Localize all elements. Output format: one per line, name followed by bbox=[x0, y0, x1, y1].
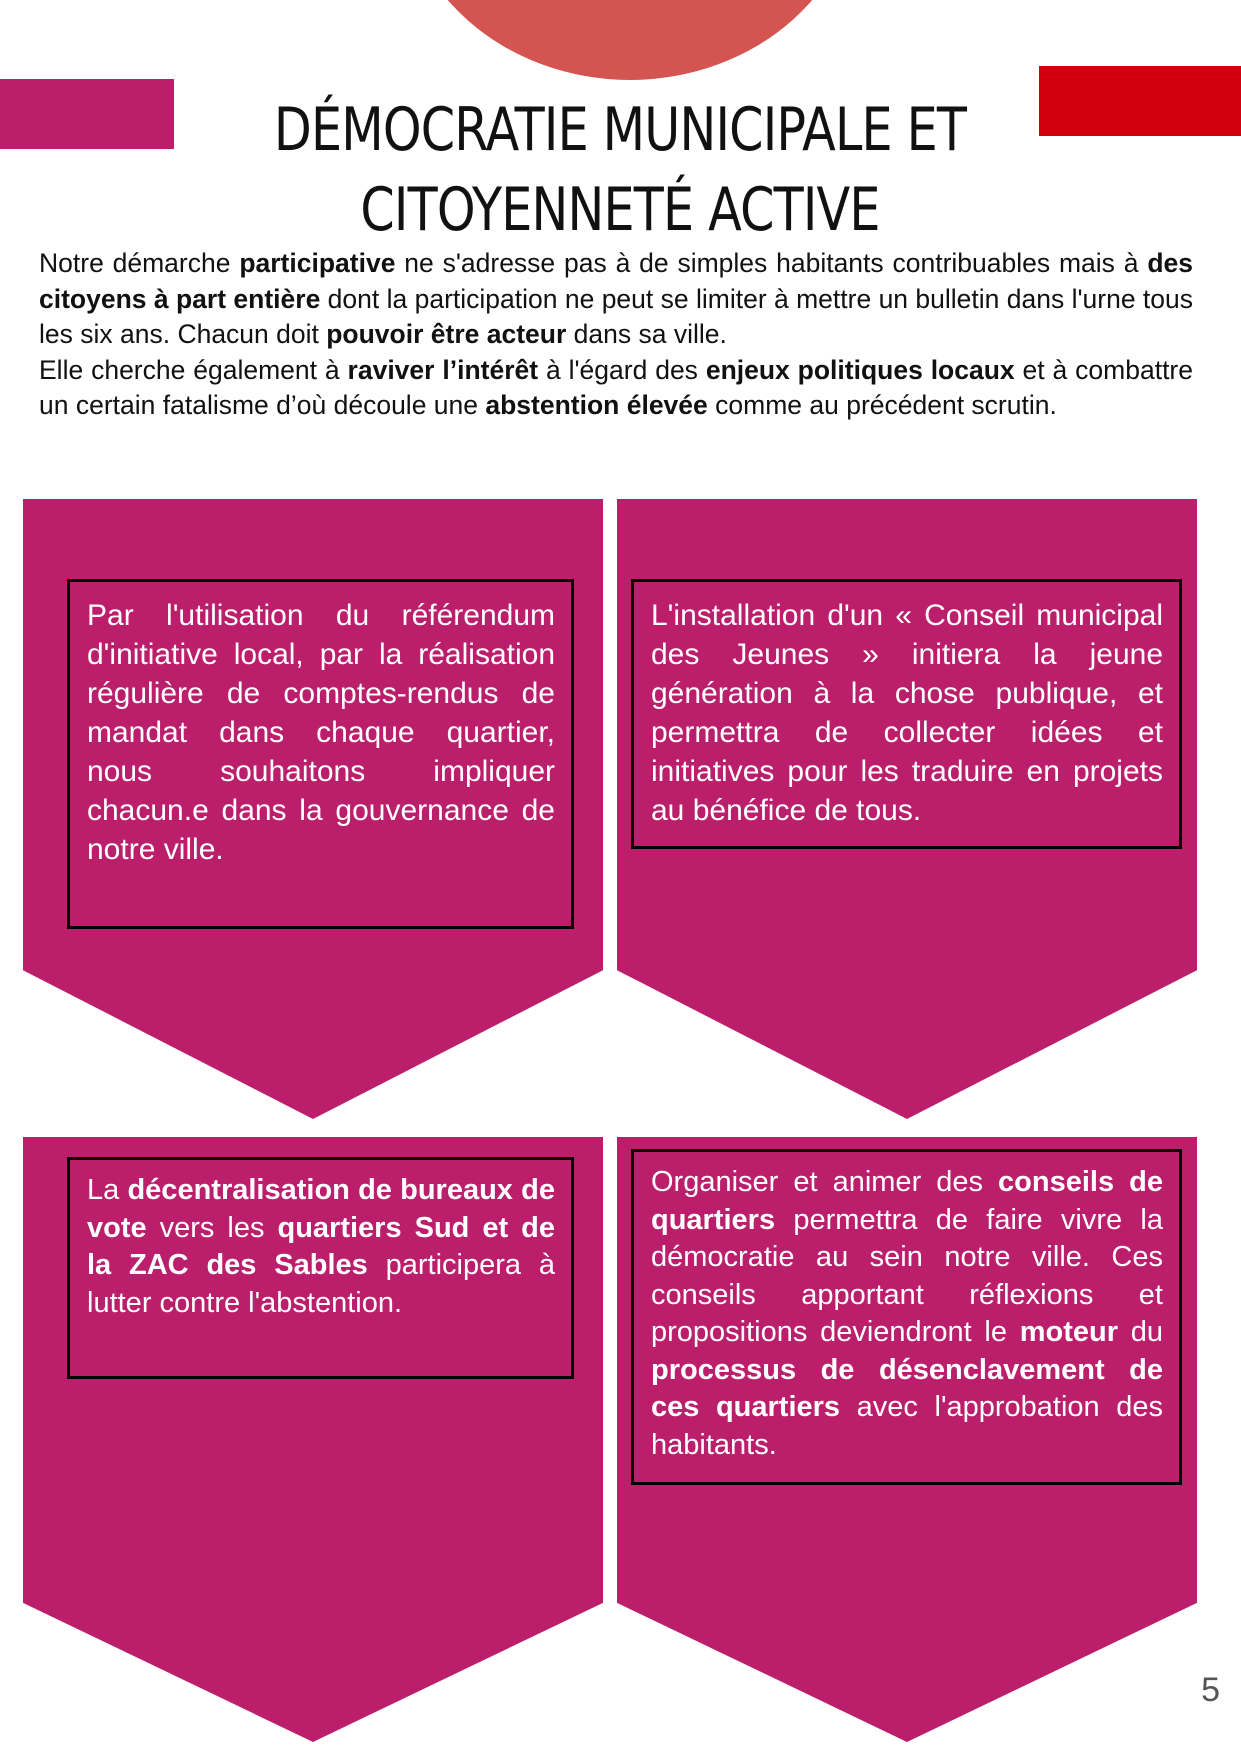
title-line-2: CITOYENNETÉ ACTIVE bbox=[360, 175, 880, 245]
text-run: vers les bbox=[146, 1211, 278, 1244]
title-line-1: DÉMOCRATIE MUNICIPALE ET bbox=[273, 95, 967, 165]
text-run: à l'égard des bbox=[538, 354, 706, 385]
text-run: comme au précédent scrutin. bbox=[707, 390, 1057, 420]
bold-text-run: pouvoir être acteur bbox=[326, 319, 567, 349]
decorative-circle bbox=[400, 0, 860, 80]
decorative-bar-right bbox=[1039, 66, 1241, 136]
bold-text-run: conseils de quartiers bbox=[651, 1166, 1163, 1236]
text-run: Elle cherche également à bbox=[39, 354, 348, 385]
text-run: dans sa ville. bbox=[566, 319, 727, 349]
text-run: ne s'adresse pas à de simples habitants contribuables mais à bbox=[395, 248, 1148, 278]
bold-text-run: moteur bbox=[1019, 1316, 1118, 1348]
text-run: Organiser et animer des bbox=[651, 1166, 999, 1198]
page-title bbox=[235, 90, 1006, 250]
text-run: dont la participation ne peut se limiter à mettre un bulletin dans l'urne tous les six ans. Chacun doit bbox=[39, 283, 1194, 349]
text-run: La bbox=[87, 1174, 128, 1206]
intro-paragraph-1 bbox=[39, 246, 1193, 353]
bold-text-run: abstention élevée bbox=[485, 390, 708, 420]
bold-text-run: raviver l’intérêt bbox=[347, 354, 539, 385]
text-run: du bbox=[1118, 1316, 1163, 1348]
page-number: 5 bbox=[1201, 1671, 1220, 1709]
intro-text bbox=[39, 246, 1193, 424]
bold-text-run: des citoyens à part entière bbox=[39, 248, 1193, 314]
intro-paragraph-2 bbox=[39, 353, 1193, 424]
bold-text-run: participative bbox=[239, 248, 396, 278]
polling-stations-text-box bbox=[67, 1157, 574, 1379]
bold-text-run: quartiers Sud et de la ZAC des Sables bbox=[87, 1211, 555, 1281]
bold-text-run: processus de désenclavement de ces quartiers bbox=[651, 1353, 1163, 1423]
decorative-bar-left bbox=[0, 79, 174, 149]
text-run: L'installation d'un « Conseil municipal des Jeunes » initiera la jeune génération à la chose publique, et permettra de collecter idées et initiatives pour les traduire en projets au bénéfice de tous. bbox=[651, 599, 1163, 827]
text-run: et à combattre un certain fatalisme d’où découle une bbox=[39, 354, 1193, 420]
youth-council-text-box bbox=[631, 579, 1182, 849]
referendum-text-box bbox=[67, 579, 574, 929]
bold-text-run: enjeux politiques locaux bbox=[705, 354, 1015, 385]
text-run: Par l'utilisation du référendum d'initiative local, par la réalisation régulière de comptes-rendus de mandat dans chaque quartier, nous souhaitons impliquer chacun.e dans la gouvernance de notre ville. bbox=[87, 599, 555, 866]
neighborhood-councils-text-box bbox=[631, 1149, 1182, 1485]
bold-text-run: décentralisation de bureaux de vote bbox=[87, 1174, 555, 1244]
text-run: permettra de faire vivre la démocratie au sein notre ville. Ces conseils apportant réflexions et propositions deviendront le bbox=[651, 1203, 1163, 1348]
text-run: Notre démarche bbox=[39, 248, 240, 278]
text-run: avec l'approbation des habitants. bbox=[651, 1391, 1163, 1461]
text-run: participera à lutter contre l'abstention. bbox=[87, 1249, 555, 1319]
